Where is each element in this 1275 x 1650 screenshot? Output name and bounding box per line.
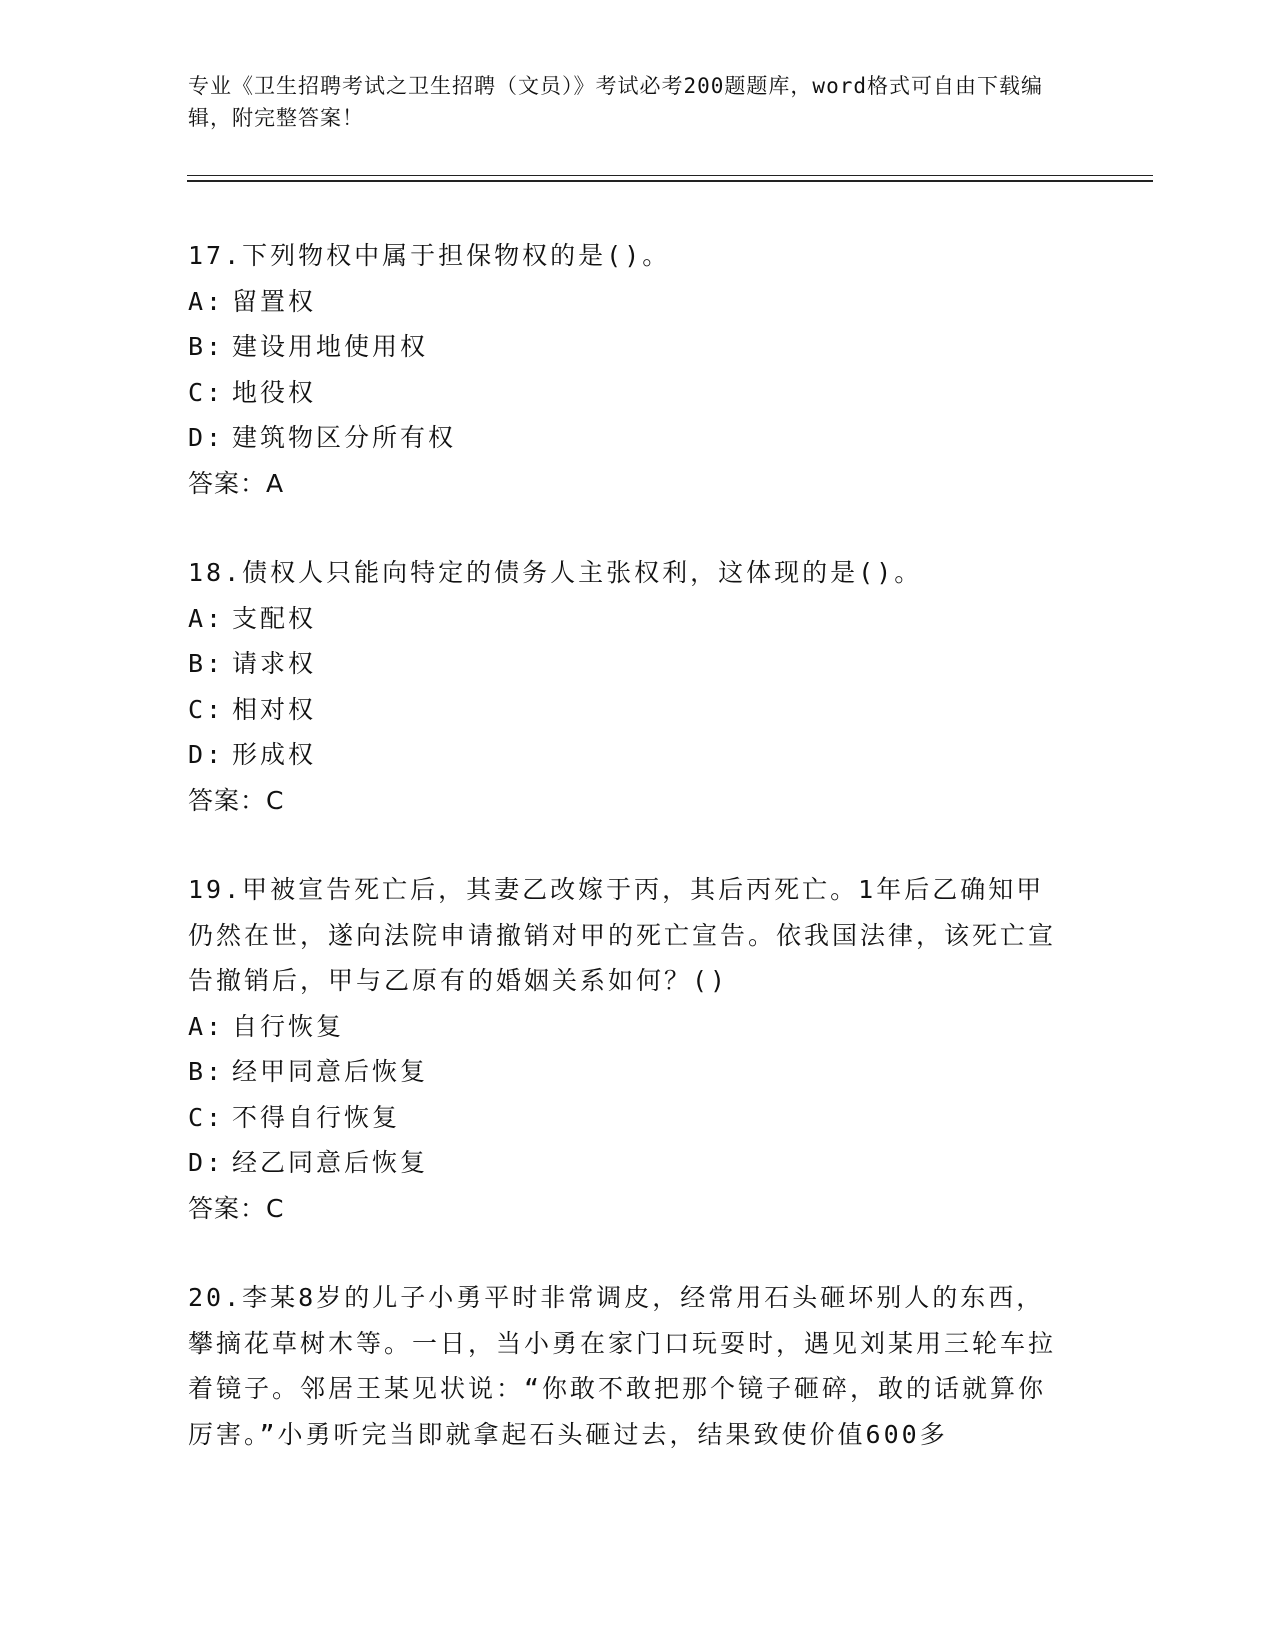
option-c: [188, 687, 1068, 733]
option-key: B:: [188, 332, 225, 361]
answer-line: 答案：C: [188, 785, 285, 815]
question-stem: 17.下列物权中属于担保物权的是()。: [188, 241, 671, 270]
option-key: A:: [188, 286, 225, 316]
option-key: C:: [188, 694, 225, 724]
question-stem: 18.债权人只能向特定的债务人主张权利，这体现的是()。: [188, 558, 923, 587]
option-b: [188, 1049, 1068, 1095]
option-b: [188, 324, 1068, 370]
option-text: 请求权: [232, 649, 317, 678]
question-17: [188, 233, 1068, 506]
option-key: B:: [188, 649, 225, 678]
option-c: [188, 370, 1068, 416]
question-19: [188, 867, 1068, 1231]
option-b: [188, 641, 1068, 687]
answer-line: 答案：A: [188, 468, 285, 498]
option-text: 经乙同意后恢复: [232, 1148, 429, 1177]
question-20: [188, 1275, 1068, 1457]
option-text: 建设用地使用权: [232, 332, 429, 361]
option-d: [188, 1140, 1068, 1186]
question-18: [188, 550, 1068, 823]
option-key: A:: [188, 603, 225, 633]
option-text: 不得自行恢复: [232, 1102, 401, 1132]
option-key: C:: [188, 377, 225, 407]
option-text: 形成权: [232, 740, 317, 769]
option-key: C:: [188, 1102, 225, 1132]
question-stem: 20.李某8岁的儿子小勇平时非常调皮，经常用石头砸坏别人的东西，攀摘花草树木等。一日，当小勇在家门口玩耍时，遇见刘某用三轮车拉着镜子。邻居王某见状说：“你敢不敢把那个镜子砸碎，敢的话就算你厉害。”小勇听完当即就拿起石头砸过去，结果致使价值600多: [188, 1283, 1057, 1449]
option-a: [188, 596, 1068, 642]
option-text: 支配权: [232, 603, 317, 633]
option-text: 地役权: [232, 377, 317, 407]
option-text: 相对权: [232, 694, 317, 724]
option-c: [188, 1095, 1068, 1141]
option-d: [188, 732, 1068, 778]
option-text: 建筑物区分所有权: [232, 423, 457, 452]
answer-line: 答案：C: [188, 1193, 285, 1223]
option-text: 经甲同意后恢复: [232, 1057, 429, 1086]
option-key: D:: [188, 740, 225, 769]
option-d: [188, 415, 1068, 461]
option-a: [188, 1004, 1068, 1050]
option-key: D:: [188, 1148, 225, 1177]
header-divider-thin: [187, 175, 1153, 176]
option-a: [188, 279, 1068, 325]
option-text: 自行恢复: [232, 1011, 345, 1041]
option-key: B:: [188, 1057, 225, 1086]
question-list: [188, 233, 1068, 1501]
option-key: A:: [188, 1011, 225, 1041]
option-text: 留置权: [232, 286, 317, 316]
document-header: 专业《卫生招聘考试之卫生招聘（文员）》考试必考200题题库，word格式可自由下载编辑，附完整答案！: [188, 74, 1043, 130]
option-key: D:: [188, 423, 225, 452]
header-divider-thick: [187, 180, 1153, 182]
question-stem: 19.甲被宣告死亡后，其妻乙改嫁于丙，其后丙死亡。1年后乙确知甲仍然在世，遂向法院申请撤销对甲的死亡宣告。依我国法律，该死亡宣告撤销后，甲与乙原有的婚姻关系如何？(): [188, 875, 1057, 995]
